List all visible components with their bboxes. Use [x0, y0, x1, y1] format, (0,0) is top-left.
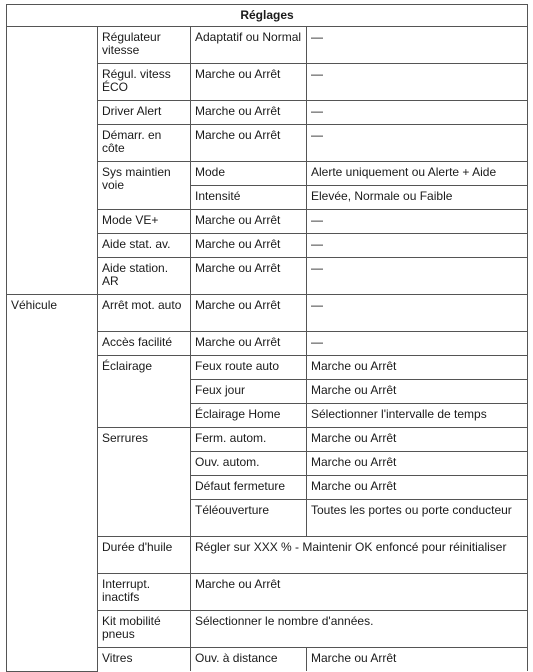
setting-cell: Aide station. AR	[98, 258, 191, 295]
option-cell: Marche ou Arrêt	[191, 295, 307, 332]
value-cell: —	[307, 101, 528, 125]
setting-cell: Vitres	[98, 648, 191, 672]
table-row	[7, 295, 528, 332]
option-cell: Marche ou Arrêt	[191, 332, 307, 356]
setting-cell: Kit mobilité pneus	[98, 611, 191, 648]
table-header: Réglages	[7, 5, 528, 27]
value-cell: —	[307, 27, 528, 64]
option-cell: Défaut fermeture	[191, 476, 307, 500]
category-cell: Véhicule	[7, 295, 98, 672]
option-cell: Marche ou Arrêt	[191, 64, 307, 101]
value-cell: Sélectionner l'intervalle de temps	[307, 404, 528, 428]
setting-cell: Régul. vitess ÉCO	[98, 64, 191, 101]
value-cell: —	[307, 125, 528, 162]
value-cell: Marche ou Arrêt	[307, 356, 528, 380]
option-cell: Ferm. autom.	[191, 428, 307, 452]
value-cell: —	[307, 258, 528, 295]
value-cell: Marche ou Arrêt	[307, 428, 528, 452]
value-cell: —	[307, 234, 528, 258]
table-header-row	[7, 5, 528, 27]
value-cell: —	[307, 210, 528, 234]
option-cell: Ouv. autom.	[191, 452, 307, 476]
option-cell: Ouv. à distance	[191, 648, 307, 672]
value-cell: Toutes les portes ou porte conducteur	[307, 500, 528, 537]
value-cell: —	[307, 64, 528, 101]
option-cell-wide: Sélectionner le nombre d'années.	[191, 611, 528, 648]
value-cell: Elevée, Normale ou Faible	[307, 186, 528, 210]
setting-cell: Mode VE+	[98, 210, 191, 234]
option-cell: Feux route auto	[191, 356, 307, 380]
setting-cell: Durée d'huile	[98, 537, 191, 574]
option-cell: Marche ou Arrêt	[191, 210, 307, 234]
option-cell-wide: Marche ou Arrêt	[191, 574, 528, 611]
option-cell: Feux jour	[191, 380, 307, 404]
option-cell-wide: Régler sur XXX % - Maintenir OK enfoncé pour réinitialiser	[191, 537, 528, 574]
option-cell: Éclairage Home	[191, 404, 307, 428]
table-row	[7, 27, 528, 64]
setting-cell: Démarr. en côte	[98, 125, 191, 162]
option-cell: Adaptatif ou Normal	[191, 27, 307, 64]
setting-cell: Éclairage	[98, 356, 191, 428]
setting-cell: Sys maintien voie	[98, 162, 191, 210]
value-cell: —	[307, 295, 528, 332]
value-cell: —	[307, 332, 528, 356]
option-cell: Intensité	[191, 186, 307, 210]
option-cell: Téléouverture	[191, 500, 307, 537]
setting-cell: Arrêt mot. auto	[98, 295, 191, 332]
value-cell: Marche ou Arrêt	[307, 452, 528, 476]
category-cell-empty	[7, 27, 98, 295]
setting-cell: Aide stat. av.	[98, 234, 191, 258]
option-cell: Marche ou Arrêt	[191, 234, 307, 258]
settings-table	[6, 4, 528, 672]
value-cell: Marche ou Arrêt	[307, 476, 528, 500]
setting-cell: Accès facilité	[98, 332, 191, 356]
value-cell: Marche ou Arrêt	[307, 648, 528, 672]
setting-cell: Interrupt. inactifs	[98, 574, 191, 611]
option-cell: Marche ou Arrêt	[191, 101, 307, 125]
value-cell: Alerte uniquement ou Alerte + Aide	[307, 162, 528, 186]
setting-cell: Serrures	[98, 428, 191, 537]
setting-cell: Driver Alert	[98, 101, 191, 125]
option-cell: Mode	[191, 162, 307, 186]
value-cell: Marche ou Arrêt	[307, 380, 528, 404]
option-cell: Marche ou Arrêt	[191, 125, 307, 162]
setting-cell: Régulateur vitesse	[98, 27, 191, 64]
option-cell: Marche ou Arrêt	[191, 258, 307, 295]
